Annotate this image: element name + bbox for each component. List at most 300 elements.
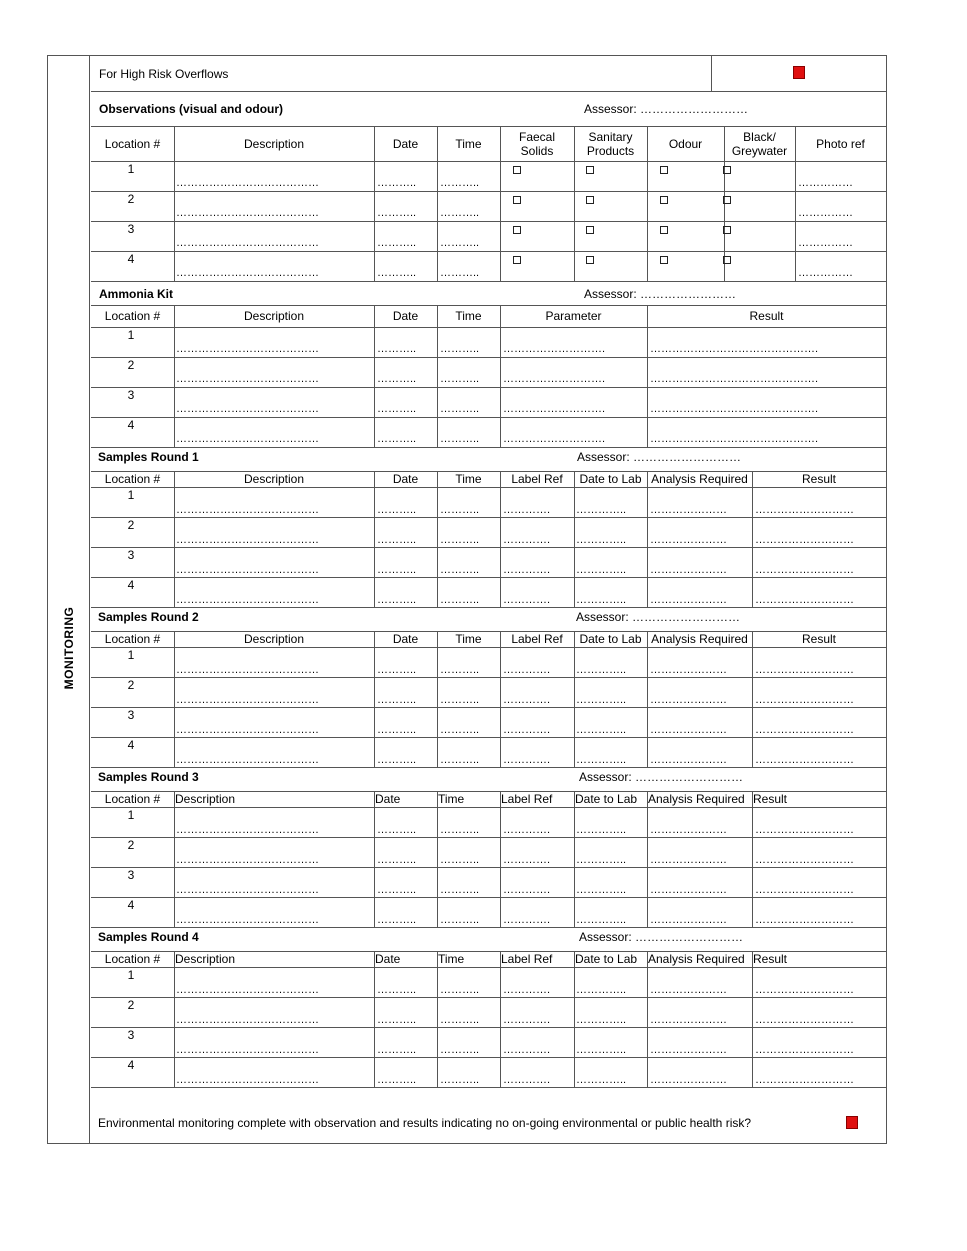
column-divider xyxy=(574,791,575,927)
description-field[interactable]: ………………………………… xyxy=(176,504,319,516)
row-location-number: 3 xyxy=(127,548,135,562)
divider xyxy=(91,305,886,306)
sanitary-products-checkbox[interactable] xyxy=(586,226,594,234)
label-ref-field[interactable]: …………. xyxy=(503,984,551,996)
column-header: Faecal Solids xyxy=(518,130,556,158)
label-ref-field[interactable]: …………. xyxy=(503,504,551,516)
date-to-lab-field[interactable]: ………….. xyxy=(576,884,627,896)
date-field[interactable]: ……….. xyxy=(377,984,417,996)
result-field[interactable]: ……………………… xyxy=(755,754,854,766)
column-header: Date xyxy=(375,952,401,966)
date-field[interactable]: ……….. xyxy=(377,267,417,279)
column-divider xyxy=(500,791,501,927)
row-location-number: 2 xyxy=(127,838,135,852)
divider xyxy=(91,126,886,127)
sanitary-products-checkbox[interactable] xyxy=(586,196,594,204)
result-field[interactable]: ………………………………………. xyxy=(650,403,819,415)
analysis-required-field[interactable]: ………………… xyxy=(650,1014,727,1026)
row-location-number: 4 xyxy=(127,418,135,432)
date-field[interactable]: ……….. xyxy=(377,433,417,445)
date-field[interactable]: ……….. xyxy=(377,724,417,736)
analysis-required-field[interactable]: ………………… xyxy=(650,1074,727,1086)
date-field[interactable]: ……….. xyxy=(377,824,417,836)
label-ref-field[interactable]: …………. xyxy=(503,854,551,866)
date-field[interactable]: ……….. xyxy=(377,1014,417,1026)
column-header: Description xyxy=(243,309,305,323)
date-field[interactable]: ……….. xyxy=(377,504,417,516)
divider xyxy=(91,647,886,648)
description-field[interactable]: ………………………………… xyxy=(176,694,319,706)
divider xyxy=(91,807,886,808)
result-field[interactable]: ……………………… xyxy=(755,664,854,676)
section-title: Samples Round 1 xyxy=(98,450,199,464)
row-location-number: 2 xyxy=(127,998,135,1012)
description-field[interactable]: ………………………………… xyxy=(176,594,319,606)
description-field[interactable]: ………………………………… xyxy=(176,884,319,896)
column-header: Description xyxy=(243,632,305,646)
divider xyxy=(91,327,886,328)
label-ref-field[interactable]: …………. xyxy=(503,914,551,926)
label-ref-field[interactable]: …………. xyxy=(503,824,551,836)
column-divider xyxy=(647,791,648,927)
description-field[interactable]: ………………………………… xyxy=(176,854,319,866)
analysis-required-field[interactable]: ………………… xyxy=(650,984,727,996)
description-field[interactable]: ………………………………… xyxy=(176,433,319,445)
analysis-required-field[interactable]: ………………… xyxy=(650,564,727,576)
result-field[interactable]: ……………………… xyxy=(755,724,854,736)
date-to-lab-field[interactable]: ………….. xyxy=(576,504,627,516)
description-field[interactable]: ………………………………… xyxy=(176,343,319,355)
column-divider xyxy=(752,791,753,927)
parameter-field[interactable]: ………………………. xyxy=(503,343,606,355)
column-divider xyxy=(647,951,648,1087)
date-field[interactable]: ……….. xyxy=(377,403,417,415)
date-field[interactable]: ……….. xyxy=(377,373,417,385)
description-field[interactable]: ………………………………… xyxy=(176,373,319,385)
date-to-lab-field[interactable]: ………….. xyxy=(576,914,627,926)
faecal-solids-checkbox[interactable] xyxy=(513,256,521,264)
column-header: Location # xyxy=(104,952,161,966)
row-divider xyxy=(91,357,886,358)
column-header: Analysis Required xyxy=(651,472,748,486)
row-divider xyxy=(91,251,886,252)
date-to-lab-field[interactable]: ………….. xyxy=(576,1014,627,1026)
description-field[interactable]: ………………………………… xyxy=(176,564,319,576)
section-title: Samples Round 3 xyxy=(98,770,199,784)
section-title: Samples Round 4 xyxy=(98,930,199,944)
odour-checkbox[interactable] xyxy=(660,196,668,204)
column-divider xyxy=(752,471,753,607)
column-divider xyxy=(647,631,648,767)
column-header: Date to Lab xyxy=(579,472,642,486)
column-header: Result xyxy=(753,792,788,806)
time-field[interactable]: ……….. xyxy=(440,884,480,896)
date-field[interactable]: ……….. xyxy=(377,564,417,576)
column-header: Location # xyxy=(104,792,161,806)
date-to-lab-field[interactable]: ………….. xyxy=(576,754,627,766)
time-field[interactable]: ……….. xyxy=(440,267,480,279)
result-field[interactable]: ……………………… xyxy=(755,1044,854,1056)
row-location-number: 4 xyxy=(127,1058,135,1072)
analysis-required-field[interactable]: ………………… xyxy=(650,824,727,836)
row-divider xyxy=(91,547,886,548)
column-divider xyxy=(500,471,501,607)
date-field[interactable]: ……….. xyxy=(377,854,417,866)
description-field[interactable]: ………………………………… xyxy=(176,403,319,415)
row-divider xyxy=(91,517,886,518)
column-header: Location # xyxy=(104,137,161,151)
assessor-field[interactable]: Assessor: ……………………… xyxy=(577,450,742,464)
photo-ref-field[interactable]: …………… xyxy=(798,267,853,279)
column-header: Label Ref xyxy=(511,632,563,646)
column-header: Result xyxy=(801,632,836,646)
parameter-field[interactable]: ………………………. xyxy=(503,433,606,445)
column-header: Label Ref xyxy=(501,952,553,966)
column-divider xyxy=(647,471,648,607)
date-field[interactable]: ……….. xyxy=(377,694,417,706)
column-divider xyxy=(437,791,438,927)
assessor-field[interactable]: Assessor: ……………………… xyxy=(576,610,741,624)
divider xyxy=(91,967,886,968)
label-ref-field[interactable]: …………. xyxy=(503,694,551,706)
description-field[interactable]: ………………………………… xyxy=(176,824,319,836)
time-field[interactable]: ……….. xyxy=(440,504,480,516)
analysis-required-field[interactable]: ………………… xyxy=(650,504,727,516)
row-divider xyxy=(91,837,886,838)
time-field[interactable]: ……….. xyxy=(440,534,480,546)
time-field[interactable]: ……….. xyxy=(440,403,480,415)
column-header: Time xyxy=(438,952,465,966)
time-field[interactable]: ……….. xyxy=(440,207,480,219)
row-location-number: 1 xyxy=(127,162,135,176)
faecal-solids-checkbox[interactable] xyxy=(513,166,521,174)
row-divider xyxy=(91,387,886,388)
row-divider xyxy=(91,221,886,222)
description-field[interactable]: ………………………………… xyxy=(176,177,319,189)
column-header: Result xyxy=(801,472,836,486)
time-field[interactable]: ……….. xyxy=(440,664,480,676)
column-header: Location # xyxy=(104,309,161,323)
column-divider xyxy=(500,951,501,1087)
description-field[interactable]: ………………………………… xyxy=(176,914,319,926)
time-field[interactable]: ……….. xyxy=(440,914,480,926)
footer-statement: Environmental monitoring complete with observation and results indicating no on-going environmental or public health risk? xyxy=(98,1116,752,1130)
greywater-checkbox[interactable] xyxy=(723,166,731,174)
label-ref-field[interactable]: …………. xyxy=(503,724,551,736)
column-header: Date xyxy=(392,632,419,646)
column-divider xyxy=(574,631,575,767)
row-divider xyxy=(91,867,886,868)
photo-ref-field[interactable]: …………… xyxy=(798,207,853,219)
greywater-checkbox[interactable] xyxy=(723,196,731,204)
description-field[interactable]: ………………………………… xyxy=(176,754,319,766)
row-divider xyxy=(91,707,886,708)
row-location-number: 1 xyxy=(127,488,135,502)
row-location-number: 4 xyxy=(127,738,135,752)
result-field[interactable]: ……………………… xyxy=(755,504,854,516)
date-to-lab-field[interactable]: ………….. xyxy=(576,984,627,996)
time-field[interactable]: ……….. xyxy=(440,343,480,355)
time-field[interactable]: ……….. xyxy=(440,1044,480,1056)
date-field[interactable]: ……….. xyxy=(377,1044,417,1056)
column-header: Result xyxy=(753,952,788,966)
photo-ref-field[interactable]: …………… xyxy=(798,237,853,249)
date-to-lab-field[interactable]: ………….. xyxy=(576,1044,627,1056)
row-divider xyxy=(91,677,886,678)
section-title: Samples Round 2 xyxy=(98,610,199,624)
description-field[interactable]: ………………………………… xyxy=(176,1014,319,1026)
label-ref-field[interactable]: …………. xyxy=(503,1044,551,1056)
label-ref-field[interactable]: …………. xyxy=(503,754,551,766)
assessor-field[interactable]: Assessor: …………………… xyxy=(584,287,737,301)
assessor-field[interactable]: Assessor: ……………………… xyxy=(579,770,744,784)
sidebar xyxy=(48,56,90,1143)
label-ref-field[interactable]: …………. xyxy=(503,664,551,676)
result-field[interactable]: ……………………… xyxy=(755,824,854,836)
result-field[interactable]: ………………………………………. xyxy=(650,373,819,385)
analysis-required-field[interactable]: ………………… xyxy=(650,534,727,546)
column-header: Analysis Required xyxy=(648,792,745,806)
label-ref-field[interactable]: …………. xyxy=(503,1014,551,1026)
description-field[interactable]: ………………………………… xyxy=(176,267,319,279)
column-header: Date xyxy=(375,792,401,806)
greywater-checkbox[interactable] xyxy=(723,226,731,234)
column-header: Date to Lab xyxy=(575,792,638,806)
row-location-number: 4 xyxy=(127,578,135,592)
date-to-lab-field[interactable]: ………….. xyxy=(576,564,627,576)
result-field[interactable]: ……………………… xyxy=(755,884,854,896)
date-field[interactable]: ……….. xyxy=(377,914,417,926)
date-field[interactable]: ……….. xyxy=(377,1074,417,1086)
column-header: Date to Lab xyxy=(575,952,638,966)
time-field[interactable]: ……….. xyxy=(440,1074,480,1086)
date-field[interactable]: ……….. xyxy=(377,754,417,766)
result-field[interactable]: ……………………… xyxy=(755,854,854,866)
description-field[interactable]: ………………………………… xyxy=(176,534,319,546)
column-header: Time xyxy=(455,137,482,151)
result-field[interactable]: ……………………… xyxy=(755,1014,854,1026)
result-field[interactable]: ……………………… xyxy=(755,534,854,546)
time-field[interactable]: ……….. xyxy=(440,824,480,836)
column-divider xyxy=(374,631,375,767)
odour-checkbox[interactable] xyxy=(660,166,668,174)
description-field[interactable]: ………………………………… xyxy=(176,207,319,219)
label-ref-field[interactable]: …………. xyxy=(503,594,551,606)
row-location-number: 2 xyxy=(127,192,135,206)
result-field[interactable]: ………………………………………. xyxy=(650,343,819,355)
row-location-number: 1 xyxy=(127,648,135,662)
odour-checkbox[interactable] xyxy=(660,226,668,234)
column-header: Label Ref xyxy=(511,472,563,486)
sidebar-label: MONITORING xyxy=(62,606,76,690)
column-divider xyxy=(437,951,438,1087)
column-divider xyxy=(174,951,175,1087)
date-to-lab-field[interactable]: ………….. xyxy=(576,534,627,546)
date-field[interactable]: ……….. xyxy=(377,207,417,219)
label-ref-field[interactable]: …………. xyxy=(503,564,551,576)
section-title: Ammonia Kit xyxy=(99,287,174,301)
date-to-lab-field[interactable]: ………….. xyxy=(576,824,627,836)
row-location-number: 3 xyxy=(127,1028,135,1042)
analysis-required-field[interactable]: ………………… xyxy=(650,884,727,896)
sanitary-products-checkbox[interactable] xyxy=(586,256,594,264)
date-field[interactable]: ……….. xyxy=(377,237,417,249)
divider xyxy=(91,161,886,162)
column-header: Date to Lab xyxy=(579,632,642,646)
row-divider xyxy=(91,1027,886,1028)
footer-checkbox[interactable] xyxy=(846,1116,858,1129)
column-header: Description xyxy=(175,952,236,966)
time-field[interactable]: ……….. xyxy=(440,724,480,736)
row-location-number: 4 xyxy=(127,252,135,266)
time-field[interactable]: ……….. xyxy=(440,373,480,385)
column-divider xyxy=(752,631,753,767)
row-location-number: 1 xyxy=(127,968,135,982)
row-location-number: 2 xyxy=(127,358,135,372)
description-field[interactable]: ………………………………… xyxy=(176,237,319,249)
column-divider xyxy=(174,791,175,927)
column-header: Time xyxy=(455,632,482,646)
date-field[interactable]: ……….. xyxy=(377,594,417,606)
column-divider xyxy=(374,791,375,927)
column-header: Parameter xyxy=(545,309,602,323)
time-field[interactable]: ……….. xyxy=(440,984,480,996)
result-field[interactable]: ……………………… xyxy=(755,984,854,996)
time-field[interactable]: ……….. xyxy=(440,433,480,445)
label-ref-field[interactable]: …………. xyxy=(503,884,551,896)
analysis-required-field[interactable]: ………………… xyxy=(650,594,727,606)
label-ref-field[interactable]: …………. xyxy=(503,1074,551,1086)
result-field[interactable]: ……………………… xyxy=(755,694,854,706)
parameter-field[interactable]: ………………………. xyxy=(503,373,606,385)
column-header: Odour xyxy=(668,137,703,151)
row-location-number: 2 xyxy=(127,518,135,532)
row-divider xyxy=(91,447,886,448)
description-field[interactable]: ………………………………… xyxy=(176,1074,319,1086)
date-field[interactable]: ……….. xyxy=(377,177,417,189)
analysis-required-field[interactable]: ………………… xyxy=(650,1044,727,1056)
date-to-lab-field[interactable]: ………….. xyxy=(576,664,627,676)
greywater-checkbox[interactable] xyxy=(723,256,731,264)
column-header: Description xyxy=(243,472,305,486)
column-divider xyxy=(374,471,375,607)
row-location-number: 4 xyxy=(127,898,135,912)
column-header: Description xyxy=(175,792,236,806)
row-location-number: 3 xyxy=(127,388,135,402)
description-field[interactable]: ………………………………… xyxy=(176,664,319,676)
column-header: Time xyxy=(455,472,482,486)
row-divider xyxy=(91,927,886,928)
column-header: Black/ Greywater xyxy=(731,130,788,158)
column-header: Date xyxy=(392,309,419,323)
column-header: Analysis Required xyxy=(651,632,748,646)
analysis-required-field[interactable]: ………………… xyxy=(650,754,727,766)
top-divider xyxy=(711,56,712,91)
result-field[interactable]: ……………………… xyxy=(755,914,854,926)
row-divider xyxy=(91,737,886,738)
row-divider xyxy=(91,1057,886,1058)
row-location-number: 2 xyxy=(127,678,135,692)
result-field[interactable]: ……………………… xyxy=(755,1074,854,1086)
date-to-lab-field[interactable]: ………….. xyxy=(576,854,627,866)
date-to-lab-field[interactable]: ………….. xyxy=(576,694,627,706)
row-divider xyxy=(91,607,886,608)
analysis-required-field[interactable]: ………………… xyxy=(650,724,727,736)
description-field[interactable]: ………………………………… xyxy=(176,984,319,996)
sanitary-products-checkbox[interactable] xyxy=(586,166,594,174)
result-field[interactable]: ……………………… xyxy=(755,594,854,606)
faecal-solids-checkbox[interactable] xyxy=(513,196,521,204)
high-risk-checkbox[interactable] xyxy=(793,66,805,79)
result-field[interactable]: ……………………… xyxy=(755,564,854,576)
analysis-required-field[interactable]: ………………… xyxy=(650,694,727,706)
row-divider xyxy=(91,191,886,192)
column-header: Analysis Required xyxy=(648,952,745,966)
assessor-field[interactable]: Assessor: ……………………… xyxy=(579,930,744,944)
date-field[interactable]: ……….. xyxy=(377,884,417,896)
column-header: Time xyxy=(455,309,482,323)
analysis-required-field[interactable]: ………………… xyxy=(650,854,727,866)
faecal-solids-checkbox[interactable] xyxy=(513,226,521,234)
time-field[interactable]: ……….. xyxy=(440,854,480,866)
description-field[interactable]: ………………………………… xyxy=(176,1044,319,1056)
assessor-field[interactable]: Assessor: ……………………… xyxy=(584,102,749,116)
analysis-required-field[interactable]: ………………… xyxy=(650,914,727,926)
row-divider xyxy=(91,767,886,768)
label-ref-field[interactable]: …………. xyxy=(503,534,551,546)
row-divider xyxy=(91,897,886,898)
monitoring-form xyxy=(47,55,887,1144)
odour-checkbox[interactable] xyxy=(660,256,668,264)
row-divider xyxy=(91,417,886,418)
parameter-field[interactable]: ………………………. xyxy=(503,403,606,415)
result-field[interactable]: ………………………………………. xyxy=(650,433,819,445)
column-divider xyxy=(574,951,575,1087)
column-header: Date xyxy=(392,472,419,486)
column-divider xyxy=(500,631,501,767)
column-divider xyxy=(437,631,438,767)
column-header: Location # xyxy=(104,472,161,486)
section-title: Observations (visual and odour) xyxy=(99,102,284,116)
date-to-lab-field[interactable]: ………….. xyxy=(576,594,627,606)
date-field[interactable]: ……….. xyxy=(377,664,417,676)
column-header: Location # xyxy=(104,632,161,646)
date-to-lab-field[interactable]: ………….. xyxy=(576,724,627,736)
time-field[interactable]: ……….. xyxy=(440,1014,480,1026)
time-field[interactable]: ……….. xyxy=(440,564,480,576)
time-field[interactable]: ……….. xyxy=(440,177,480,189)
description-field[interactable]: ………………………………… xyxy=(176,724,319,736)
date-field[interactable]: ……….. xyxy=(377,343,417,355)
row-divider xyxy=(91,997,886,998)
time-field[interactable]: ……….. xyxy=(440,594,480,606)
time-field[interactable]: ……….. xyxy=(440,237,480,249)
row-location-number: 3 xyxy=(127,708,135,722)
photo-ref-field[interactable]: …………… xyxy=(798,177,853,189)
date-to-lab-field[interactable]: ………….. xyxy=(576,1074,627,1086)
date-field[interactable]: ……….. xyxy=(377,534,417,546)
time-field[interactable]: ……….. xyxy=(440,754,480,766)
time-field[interactable]: ……….. xyxy=(440,694,480,706)
column-header: Result xyxy=(749,309,784,323)
column-header: Time xyxy=(438,792,465,806)
column-header: Description xyxy=(243,137,305,151)
row-location-number: 3 xyxy=(127,222,135,236)
row-location-number: 3 xyxy=(127,868,135,882)
analysis-required-field[interactable]: ………………… xyxy=(650,664,727,676)
column-header: Sanitary Products xyxy=(586,130,635,158)
top-label: For High Risk Overflows xyxy=(99,67,229,81)
